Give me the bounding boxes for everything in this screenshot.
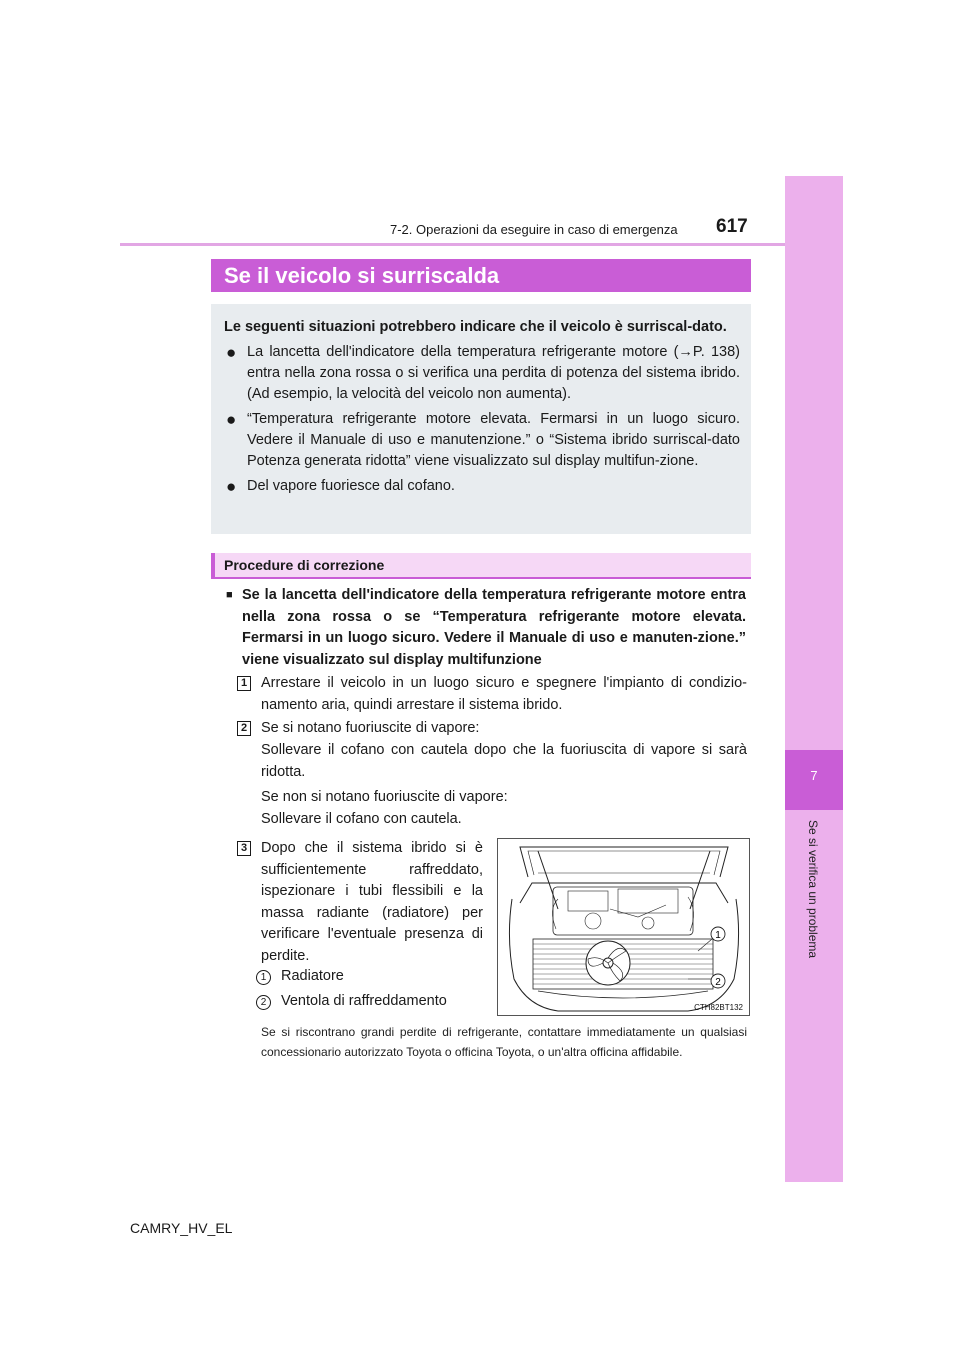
legend-1-number: 1 bbox=[256, 970, 271, 985]
procedure-condition bbox=[226, 585, 746, 671]
bullet-icon: ● bbox=[226, 477, 237, 496]
chapter-number: 7 bbox=[810, 768, 818, 783]
figure-code: CTH82BT132 bbox=[694, 1003, 743, 1012]
step-2-line-1: Se si notano fuoriuscite di vapore: bbox=[261, 720, 480, 736]
symptom-text: La lancetta dell'indicatore della temperatura refrigerante motore (→P. 138) entra nella zona rossa o si verifica una perdita di potenza del sistema ibrido. (Ad esempio, la velocità del veicolo non aumenta). bbox=[247, 344, 740, 402]
legend-1-label: Radiatore bbox=[281, 968, 344, 984]
warning-note: Se si riscontrano grandi perdite di refrigerante, contattare immediatamente un qualsiasi concessionario autorizzato Toyota o officina Toyota, o un'altra officina affidabile. bbox=[261, 1025, 747, 1059]
step-3-number: 3 bbox=[237, 841, 251, 856]
square-bullet-icon: ■ bbox=[226, 589, 233, 601]
symptoms-intro: Le seguenti situazioni potrebbero indicare che il veicolo è surriscal-dato. bbox=[224, 319, 727, 335]
procedures-heading: Procedure di correzione bbox=[211, 553, 751, 579]
step-2-number: 2 bbox=[237, 721, 251, 736]
step-2-line-4: Sollevare il cofano con cautela. bbox=[261, 811, 462, 827]
condition-text: Se la lancetta dell'indicatore della temperatura refrigerante motore entra nella zona rossa o se “Temperatura refrigerante motore elevata. Fermarsi in un luogo sicuro. Vedere il Manuale di uso e manuten-zione.” viene visualizzato sul display multifunzione bbox=[242, 587, 746, 668]
engine-bay-figure bbox=[497, 838, 750, 1016]
page-number: 617 bbox=[716, 216, 748, 237]
symptoms-box bbox=[211, 304, 751, 534]
figure-callout-2: 2 bbox=[715, 977, 721, 988]
chapter-title: Se si verifica un problema bbox=[806, 820, 820, 959]
header-section-title: 7-2. Operazioni da eseguire in caso di emergenza bbox=[390, 222, 678, 237]
legend-2-number: 2 bbox=[256, 995, 271, 1010]
step-2-line-3: Se non si notano fuoriuscite di vapore: bbox=[261, 789, 508, 805]
symptom-text: Del vapore fuoriesce dal cofano. bbox=[247, 478, 455, 494]
list-item bbox=[224, 342, 740, 405]
legend-2-label: Ventola di raffreddamento bbox=[281, 993, 447, 1009]
figure-callout-1: 1 bbox=[715, 930, 721, 941]
step-3-text: Dopo che il sistema ibrido si è sufficientemente raffreddato, ispezionare i tubi flessibili e la massa radiante (radiatore) per verificare l'eventuale presenza di perdite. bbox=[261, 840, 483, 964]
model-code: CAMRY_HV_EL bbox=[130, 1220, 233, 1236]
step-1-number: 1 bbox=[237, 676, 251, 691]
list-item bbox=[224, 409, 740, 472]
bullet-icon: ● bbox=[226, 410, 237, 429]
step-2-line-2: Sollevare il cofano con cautela dopo che la fuoriuscita di vapore si sarà ridotta. bbox=[261, 742, 747, 780]
page-title: Se il veicolo si surriscalda bbox=[211, 259, 751, 292]
symptom-text: “Temperatura refrigerante motore elevata. Fermarsi in un luogo sicuro. Vedere il Manuale di uso e manutenzione.” o “Sistema ibrido surriscal-dato Potenza generata ridotta” viene visualizzato sul display multifun-zione. bbox=[247, 411, 740, 469]
header-rule bbox=[120, 243, 785, 246]
engine-bay-illustration bbox=[498, 839, 749, 1015]
bullet-icon: ● bbox=[226, 343, 237, 362]
list-item bbox=[224, 476, 740, 497]
page-header bbox=[120, 216, 785, 244]
step-1-text: Arrestare il veicolo in un luogo sicuro e spegnere l'impianto di condizio-namento aria, quindi arrestare il sistema ibrido. bbox=[261, 675, 747, 713]
chapter-side-tab bbox=[785, 176, 843, 1182]
